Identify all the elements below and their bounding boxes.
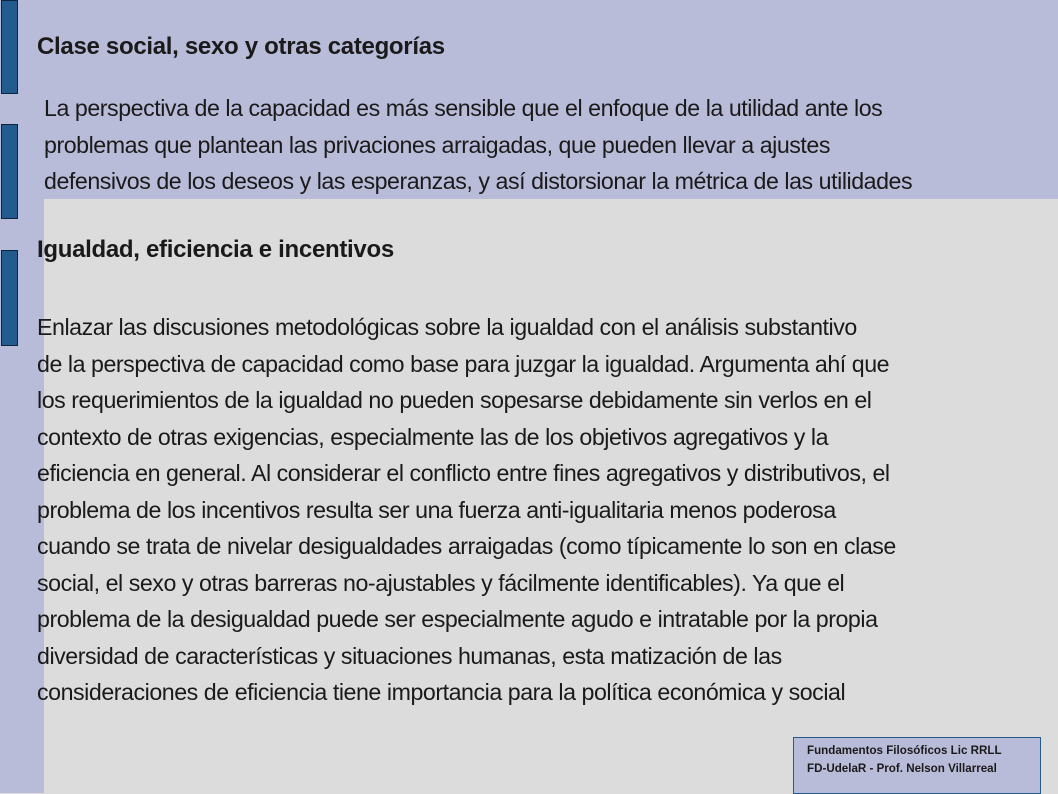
accent-bar-3 [1,250,18,346]
accent-bar-1 [1,0,18,94]
paragraph-line: los requerimientos de la igualdad no pueden sopesarse debidamente sin verlos en el [37,387,872,413]
footer-line-author: FD-UdelaR - Prof. Nelson Villarreal [807,762,997,775]
paragraph-capacidad [44,90,912,200]
paragraph-line: La perspectiva de la capacidad es más sensible que el enfoque de la utilidad ante los [44,95,883,121]
paragraph-line: de la perspectiva de capacidad como base para juzgar la igualdad. Argumenta ahí que [37,350,890,377]
paragraph-line: problema de la desigualdad puede ser especialmente agudo e intratable por la propia [37,606,878,632]
paragraph-line: eficiencia en general. Al considerar el conflicto entre fines agregativos y distributivos, el [37,460,890,486]
heading-clase-social: Clase social, sexo y otras categorías [37,33,445,60]
accent-bar-2 [1,124,18,219]
footer-credit-box [793,737,1041,794]
paragraph-line: problema de los incentivos resulta ser una fuerza anti-igualitaria menos poderosa [37,496,836,523]
paragraph-igualdad [37,309,896,711]
paragraph-line: diversidad de características y situaciones humanas, esta matización de las [37,642,782,669]
paragraph-line: problemas que plantean las privaciones arraigadas, que pueden llevar a ajustes [44,131,831,158]
paragraph-line: social, el sexo y otras barreras no-ajustables y fácilmente identificables). Ya que el [37,569,845,596]
paragraph-line: Enlazar las discusiones metodológicas sobre la igualdad con el análisis substantivo [37,314,857,340]
footer-line-course: Fundamentos Filosóficos Lic RRLL [807,744,1002,757]
heading-igualdad: Igualdad, eficiencia e incentivos [37,236,394,263]
paragraph-line: cuando se trata de nivelar desigualdades arraigadas (como típicamente lo son en clase [37,533,896,559]
paragraph-line: consideraciones de eficiencia tiene importancia para la política económica y social [37,679,846,705]
paragraph-line: contexto de otras exigencias, especialmente las de los objetivos agregativos y la [37,423,829,450]
paragraph-line: defensivos de los deseos y las esperanzas, y así distorsionar la métrica de las utilidades [44,168,913,194]
